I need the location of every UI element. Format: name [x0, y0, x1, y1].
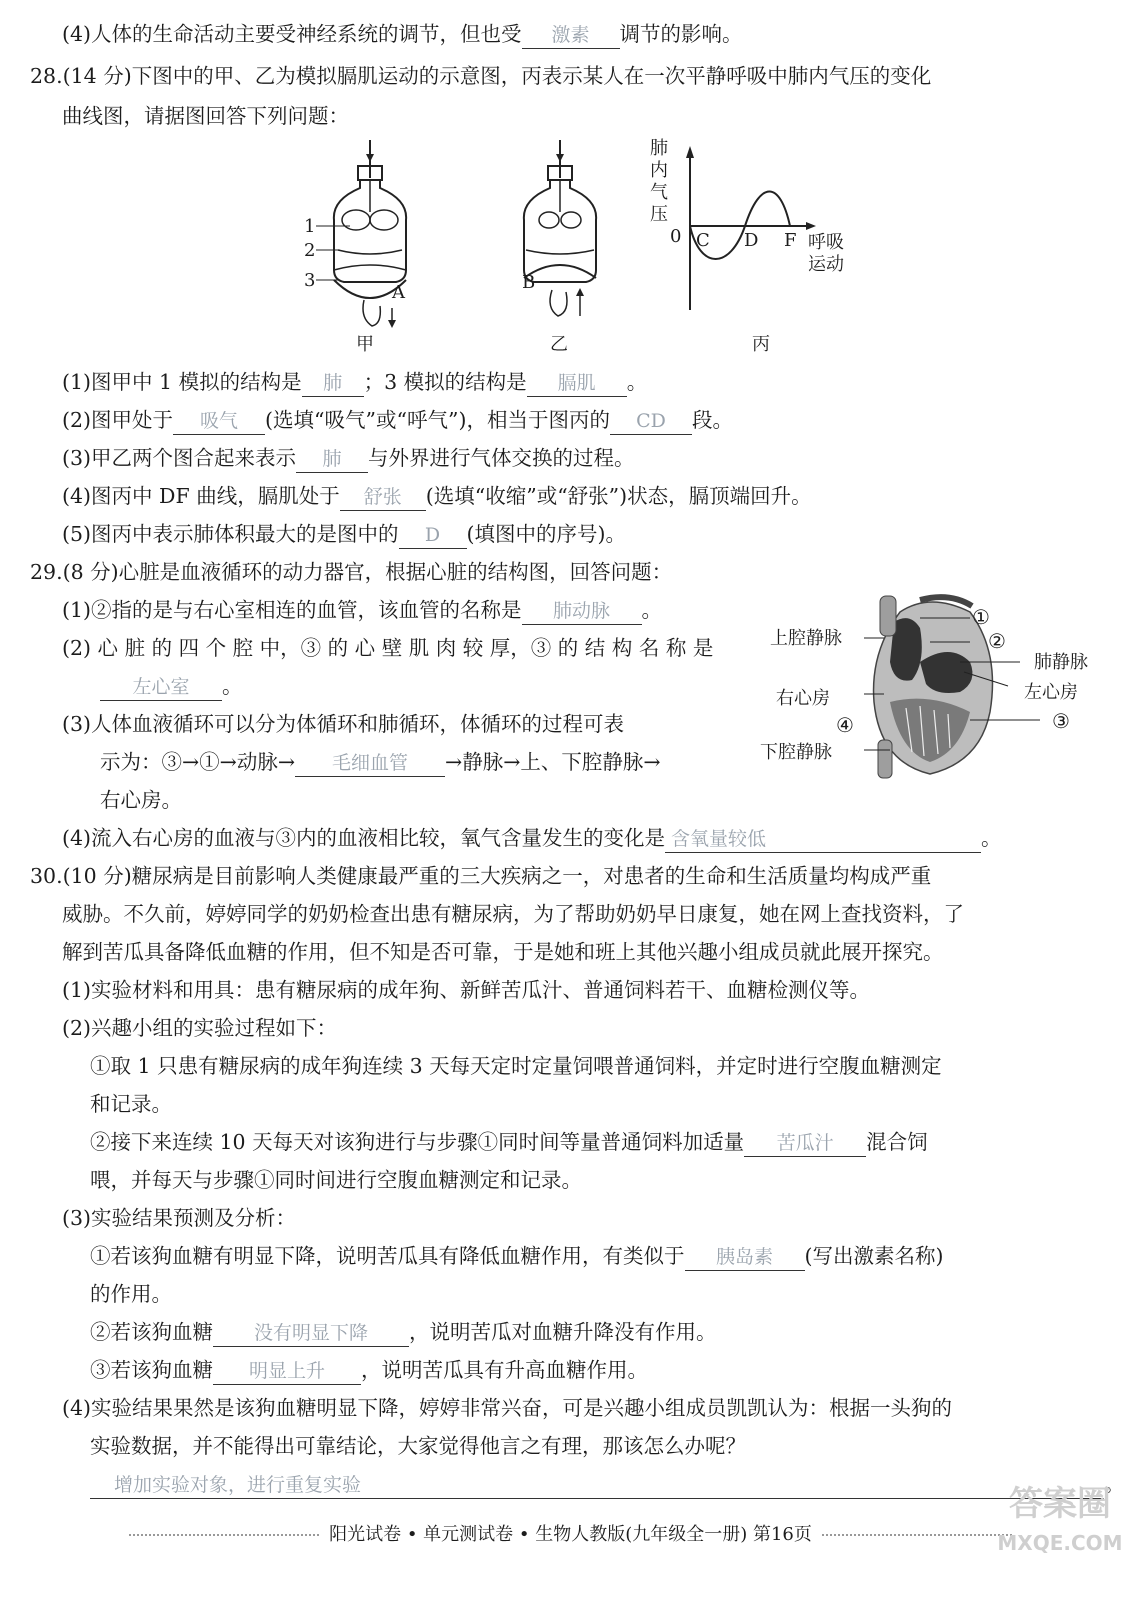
answer-blank: 激素: [522, 22, 620, 49]
footer-divider-right: [822, 1534, 1012, 1536]
q29-sub2-answer: 左心室 。: [100, 672, 243, 701]
q30-sub4-answer: 增加实验对象，进行重复实验 。: [90, 1470, 1125, 1499]
bing-xlabel: 呼吸 运动: [808, 232, 844, 275]
heart-label-pv: 肺静脉: [1034, 652, 1088, 673]
q29-sub3: (3)人体血液循环可以分为体循环和肺循环，体循环的过程可表: [62, 712, 625, 736]
caption-bing: 丙: [752, 334, 770, 355]
heart-label-ivc: 下腔静脉: [760, 742, 832, 763]
watermark-logo: 答案圈 MXQE.COM: [997, 1484, 1123, 1555]
q28-sub3: (3)甲乙两个图合起来表示 肺 与外界进行气体交换的过程。: [62, 444, 635, 473]
jia-label-a: A: [392, 282, 405, 303]
caption-jia: 甲: [356, 334, 374, 355]
heart-label-la: 左心房: [1024, 682, 1078, 703]
heart-leader-lines: [860, 600, 1040, 770]
answer-blank: CD: [610, 408, 692, 435]
q30-sub2-step2-cont: 喂，并每天与步骤①同时间进行空腹血糖测定和记录。: [90, 1168, 582, 1192]
heart-label-svc: 上腔静脉: [770, 628, 842, 649]
answer-blank: 肺动脉: [522, 598, 642, 625]
q30-header-line2: 威胁。不久前，婷婷同学的奶奶检查出患有糖尿病，为了帮助奶奶早日康复，她在网上查找资料，了: [62, 902, 964, 926]
answer-blank: 没有明显下降: [213, 1320, 409, 1347]
bing-origin: 0: [670, 226, 682, 247]
q30-sub2-step1-cont: 和记录。: [90, 1092, 172, 1116]
q29-sub3-line2: 示为：③→①→动脉→ 毛细血管 →静脉→上、下腔静脉→: [100, 748, 661, 777]
footer-divider-left: [129, 1534, 319, 1536]
yi-label-b: B: [522, 272, 536, 293]
q29-sub1: (1)②指的是与右心室相连的血管，该血管的名称是 肺动脉 。: [62, 596, 662, 625]
heart-label-2: ②: [988, 629, 1006, 653]
q30-sub3-case2: ②若该狗血糖 没有明显下降 ，说明苦瓜对血糖升降没有作用。: [90, 1318, 717, 1347]
answer-blank: 苦瓜汁: [744, 1130, 866, 1157]
answer-blank: D: [399, 522, 467, 549]
answer-blank: 毛细血管: [295, 750, 445, 777]
q28-sub1: (1)图甲中 1 模拟的结构是 肺 ；3 模拟的结构是 膈肌 。: [62, 368, 647, 397]
q28-header-line1: 28.(14 分)下图中的甲、乙为模拟膈肌运动的示意图，丙表示某人在一次平静呼吸中肺内气压的变化: [30, 64, 932, 88]
q30-sub4: (4)实验结果果然是该狗血糖明显下降，婷婷非常兴奋，可是兴趣小组成员凯凯认为：根据一头狗的: [62, 1396, 953, 1420]
q30-header-line3: 解到苦瓜具备降低血糖的作用，但不知是否可靠，于是她和班上其他兴趣小组成员就此展开探究。: [62, 940, 944, 964]
q27-line4: (4)人体的生命活动主要受神经系统的调节，但也受 激素 调节的影响。: [62, 20, 743, 49]
q28-header-line2: 曲线图，请据图回答下列问题：: [62, 104, 349, 128]
answer-blank: 舒张: [340, 484, 426, 511]
q30-sub3-case1-cont: 的作用。: [90, 1282, 172, 1306]
jia-label-3: 3: [304, 270, 316, 291]
answer-blank: 明显上升: [213, 1358, 361, 1385]
q30-sub2: (2)兴趣小组的实验过程如下：: [62, 1016, 338, 1040]
answer-blank: 肺: [302, 370, 364, 397]
q30-sub2-step1: ①取 1 只患有糖尿病的成年狗连续 3 天每天定时定量饲喂普通饲料，并定时进行空腹血糖测定: [90, 1054, 942, 1078]
q30-sub4-line2: 实验数据，并不能得出可靠结论，大家觉得他言之有理，那该怎么办呢？: [90, 1434, 746, 1458]
heart-label-1: ①: [972, 605, 990, 629]
q28-sub4: (4)图丙中 DF 曲线，膈肌处于 舒张 (选填“收缩”或“舒张”)状态，膈顶端回升。: [62, 482, 812, 511]
answer-blank: 胰岛素: [685, 1244, 805, 1271]
bing-point-f: F: [784, 230, 797, 251]
q28-sub5: (5)图丙中表示肺体积最大的是图中的 D (填图中的序号)。: [62, 520, 626, 549]
q28-sub2: (2)图甲处于 吸气 (选填“吸气”或“呼气”)，相当于图丙的 CD 段。: [62, 406, 733, 435]
bing-ylabel: 肺 内 气 压: [650, 138, 668, 225]
q30-sub3-case3: ③若该狗血糖 明显上升 ，说明苦瓜具有升高血糖作用。: [90, 1356, 648, 1385]
q30-sub1: (1)实验材料和用具：患有糖尿病的成年狗、新鲜苦瓜汁、普通饲料若干、血糖检测仪等。: [62, 978, 871, 1002]
q30-sub3-case1: ①若该狗血糖有明显下降，说明苦瓜具有降低血糖作用，有类似于 胰岛素 (写出激素名称): [90, 1242, 944, 1271]
heart-label-4: ④: [836, 713, 854, 737]
bing-point-d: D: [744, 230, 759, 251]
caption-yi: 乙: [550, 334, 568, 355]
diaphragm-model-yi: [500, 140, 630, 330]
q29-sub3-line3: 右心房。: [100, 788, 182, 812]
q30-sub3: (3)实验结果预测及分析：: [62, 1206, 297, 1230]
answer-blank: 吸气: [173, 408, 265, 435]
q30-sub2-step2: ②接下来连续 10 天每天对该狗进行与步骤①同时间等量普通饲料加适量 苦瓜汁 混合饲: [90, 1128, 928, 1157]
heart-label-ra: 右心房: [776, 688, 830, 709]
answer-blank: 含氧量较低: [665, 826, 981, 853]
q29-sub2: (2) 心 脏 的 四 个 腔 中，③ 的 心 壁 肌 肉 较 厚，③ 的 结 构 名 称 是: [62, 636, 714, 660]
bing-point-c: C: [696, 230, 710, 251]
answer-blank: 膈肌: [527, 370, 627, 397]
jia-label-1: 1: [304, 216, 316, 237]
answer-blank: 左心室: [100, 674, 222, 701]
q29-header: 29.(8 分)心脏是血液循环的动力器官，根据心脏的结构图，回答问题：: [30, 560, 673, 584]
jia-label-2: 2: [304, 240, 316, 261]
diaphragm-model-jia: [300, 140, 450, 330]
heart-label-3: ③: [1052, 709, 1070, 733]
q30-header-line1: 30.(10 分)糖尿病是目前影响人类健康最严重的三大疾病之一，对患者的生命和生活质量均构成严重: [30, 864, 932, 888]
answer-blank: 肺: [296, 446, 368, 473]
answer-blank: 增加实验对象，进行重复实验: [90, 1472, 1104, 1499]
page-footer: 阳光试卷 • 单元测试卷 • 生物人教版(九年级全一册) 第16页: [0, 1520, 1141, 1546]
q29-sub4: (4)流入右心房的血液与③内的血液相比较，氧气含量发生的变化是 含氧量较低 。: [62, 824, 1002, 853]
